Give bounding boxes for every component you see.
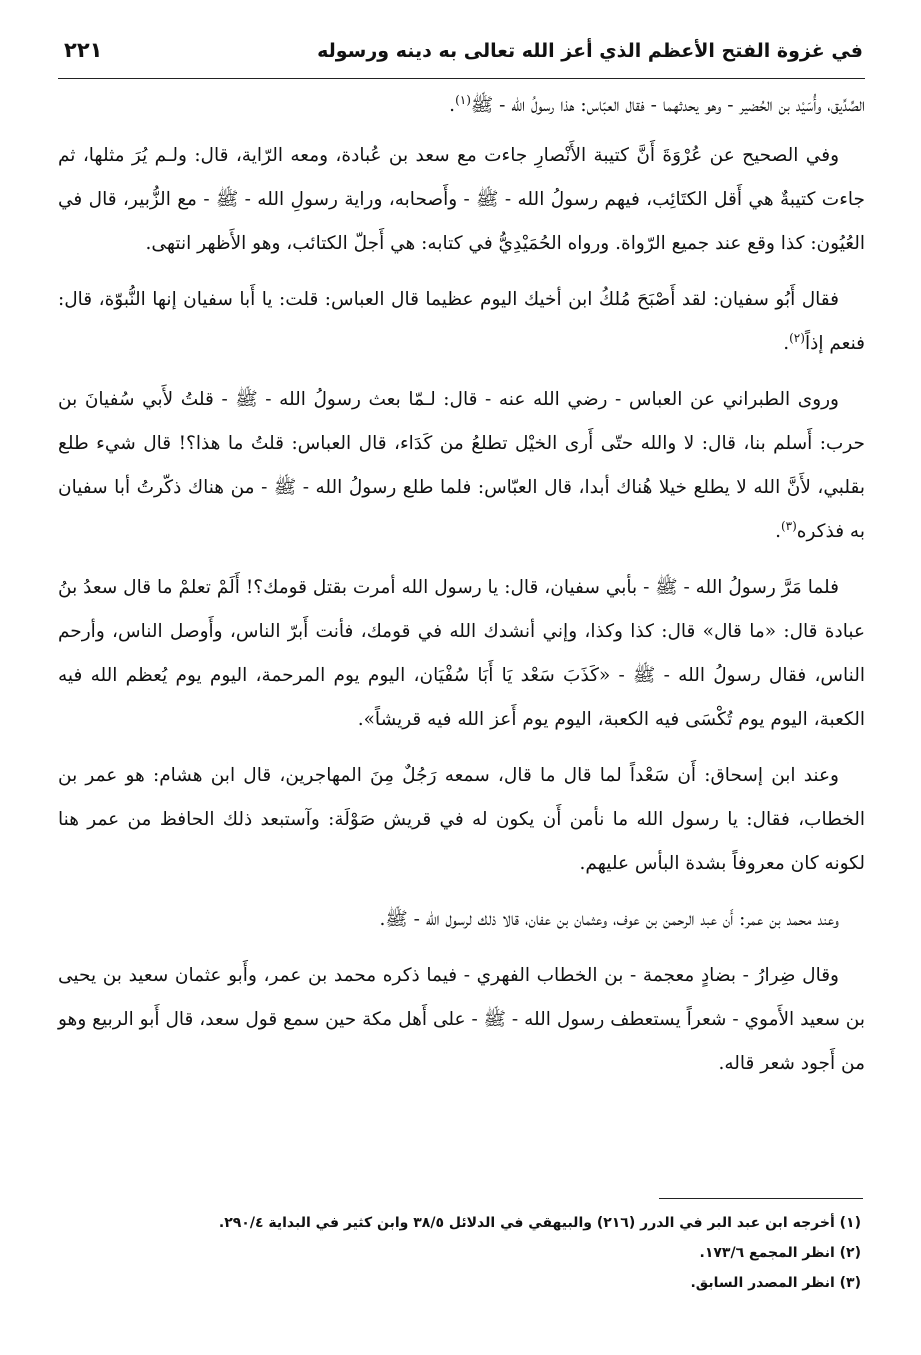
paragraph: الصِّدِّيق، وأُسَيْد بن الحُضير - وهو يحدثهما - فقال العبّاس: هذا رسولُ الله - ﷺ$^{(١)}$. <box>449 92 865 116</box>
footnote: (١) أخرجه ابن عبد البر في الدرر (٢١٦) والبيهقي في الدلائل ٣٨/٥ وابن كثير في البداية ٢٩٠/٤. <box>218 1215 861 1231</box>
footnote-ref: (٢) <box>789 330 805 345</box>
footnote-divider <box>659 1198 863 1199</box>
running-title: في غزوة الفتح الأعظم الذي أعز الله تعالى به دينه ورسوله <box>317 40 863 62</box>
paragraph: وفي الصحيح عن عُرْوَةَ أَنَّ كتيبة الأَنْصارِ جاءت مع سعد بن عُبادة، ومعه الرّاية، قال: ولـم يُرَ مثلها، ثم جاءت كتيبةٌ هي أَقل الكتَائِب، فيهم رسولُ الله - ﷺ - وأَصحابه، وراية رسولِ الله - ﷺ - مع الزُّبير، قال في العُيُون: كذا وقع عند جميع الرّواة. ورواه الحُمَيْدِيُّ في كتابه: هي أَجلّ الكتائب، وهو الأَظهر انتهى. <box>58 145 865 254</box>
page-number: ٢٢١ <box>64 38 103 62</box>
footnote: (٢) انظر المجمع ١٧٣/٦. <box>699 1245 861 1261</box>
paragraph: وعند ابن إسحاق: أَن سَعْداً لما قال ما قال، سمعه رَجُلٌ مِنَ المهاجرين، قال ابن هشام: هو عمر بن الخطاب، فقال: يا رسول الله ما نأمن أَن يكون له في قريش صَوْلَة: وآستبعد ذلك الحافظ من عمر هنا لكونه كان معروفاً بشدة البأس عليهم. <box>58 765 865 874</box>
page-header <box>58 36 865 79</box>
main-text <box>58 84 865 1098</box>
paragraph: وعند محمد بن عمر: أَن عبد الرحمن بن عوف، وعثمان بن عفان، قالا ذلك لرسول الله - ﷺ. <box>379 909 839 930</box>
footnote-ref: (٣) <box>780 518 797 533</box>
footnote: (٣) انظر المصدر السابق. <box>690 1275 861 1291</box>
footnotes <box>58 1208 861 1298</box>
paragraph: فلما مَرَّ رسولُ الله - ﷺ - بأبي سفيان، قال: يا رسول الله أمرت بقتل قومك؟! أَلَمْ تعلمْ ما قال سعدُ بنُ عبادة قال: «ما قال» قال: كذا وكذا، وإني أنشدك الله في قومك، فأنت أَبرّ الناس، وأَوصل الناس، وأرحم الناس، فقال رسولُ الله - ﷺ - «كَذَبَ سَعْد يَا أَبَا سُفْيَان، اليوم يوم المرحمة، اليوم يوم يُعظم الله فيه الكعبة، اليوم يوم تُكْسَى فيه الكعبة، اليوم يوم أَعز الله فيه قريشاً». <box>58 577 865 730</box>
footnote-ref: (١) <box>455 92 471 107</box>
paragraph: وروى الطبراني عن العباس - رضي الله عنه - قال: لـمّا بعث رسولُ الله - ﷺ - قلتُ لأَبي سُفيانَ بن حرب: أَسلم بنا، قال: لا والله حتّى أَرى الخيْل تطلعُ من كَدَاء، قال العباس: قلتُ ما هذا؟! قال شيء طلع بقلبي، لأَنَّ الله لا يطلع خيلا هُناك أبدا، قال العبّاس: فلما طلع رسولُ الله - ﷺ - من هناك ذكّرتُ أبا سفيان به فذكره$^{(٣)}$. <box>58 389 865 542</box>
paragraph: فقال أَبُو سفيان: لقد أَصْبَحَ مُلكُ ابن أخيك اليوم عظيما قال العباس: قلت: يا أَبا سفيان إنها النُّبوّة، قال: فنعم إذاً$^{(٢)}$. <box>58 289 865 354</box>
paragraph: وقال ضِرارُ - بضادٍ معجمة - بن الخطاب الفهري - فيما ذكره محمد بن عمر، وأَبو عثمان سعيد بن يحيى بن سعيد الأَموي - شعراً يستعطف رسول الله - ﷺ - على أَهل مكة حين سمع قول سعد، قال أَبو الربيع وهو من أَجود شعر قاله. <box>58 965 865 1074</box>
